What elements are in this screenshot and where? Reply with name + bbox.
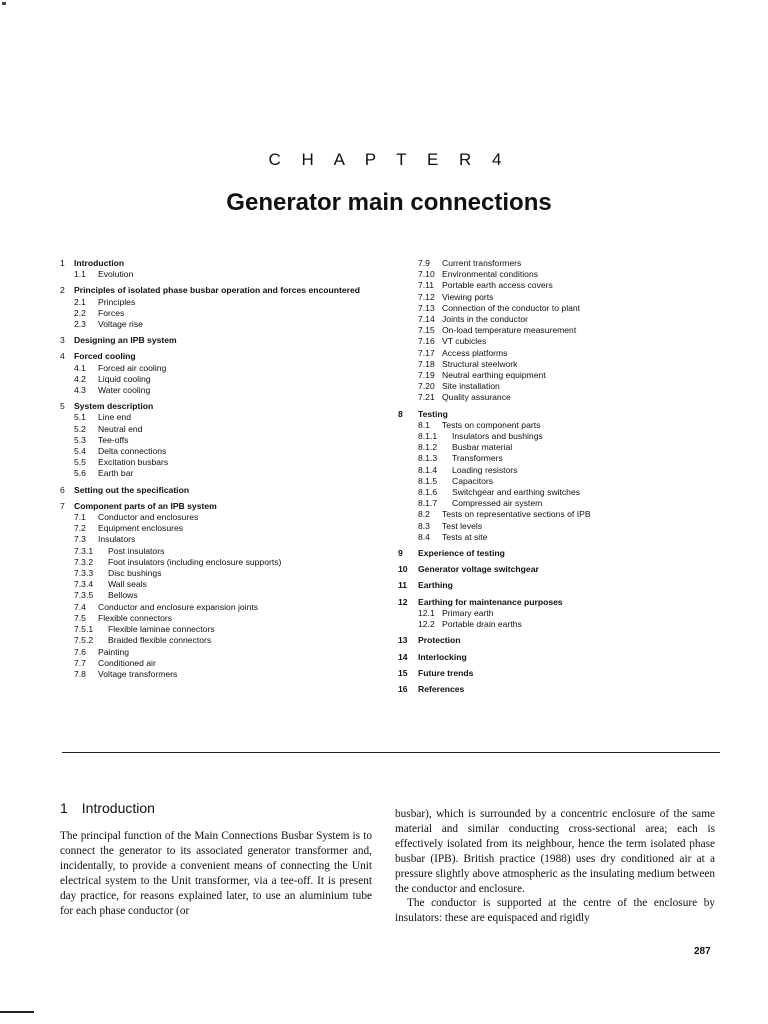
toc-subsection-title: Tests on component parts — [442, 419, 541, 430]
toc-section — [398, 580, 658, 591]
toc-subsection-number: 7.18 — [418, 358, 435, 369]
toc-subsection-number: 7.6 — [74, 646, 86, 657]
toc-subsection-number: 7.21 — [418, 392, 435, 403]
toc-section — [60, 401, 380, 412]
toc-subsection-number: 7.4 — [74, 601, 86, 612]
toc-subsection — [398, 359, 658, 370]
toc-subsection — [60, 512, 380, 523]
toc-subsection — [60, 613, 380, 624]
toc-subsection — [60, 624, 380, 635]
toc-section — [398, 564, 658, 575]
toc-subsection — [60, 568, 380, 579]
toc-subsection — [60, 669, 380, 680]
toc-subsection — [398, 348, 658, 359]
toc-subsection-title: Voltage transformers — [98, 668, 178, 679]
toc-subsection — [398, 336, 658, 347]
toc-subsection-number: 7.2 — [74, 523, 86, 534]
toc-subsection-title: Forces — [98, 307, 125, 318]
toc-subsection — [60, 363, 380, 374]
toc-subsection — [60, 297, 380, 308]
toc-subsection-title: Line end — [98, 412, 131, 423]
toc-subsection-title: Joints in the conductor — [442, 314, 528, 325]
toc-subsection-title: Conductor and enclosure expansion joints — [98, 601, 259, 612]
toc-section-title: Protection — [418, 635, 461, 646]
toc-subsection-number: 12.1 — [418, 607, 435, 618]
toc-subsection-title: Loading resistors — [452, 464, 518, 475]
toc-subsection-title: Busbar material — [452, 442, 513, 453]
toc-subsection-number: 7.3.5 — [74, 590, 94, 601]
toc-subsection-number: 7.5.1 — [74, 624, 94, 635]
toc-section-number: 11 — [398, 580, 408, 591]
toc-subsection-title: Conductor and enclosures — [98, 512, 199, 523]
toc-subsection-title: Voltage rise — [98, 319, 143, 330]
toc-subsection-title: Post insulators — [108, 545, 165, 556]
toc-subsection — [60, 534, 380, 545]
toc-subsection-number: 7.12 — [418, 291, 435, 302]
toc-section-number: 7 — [60, 500, 65, 511]
toc-subsection-title: Capacitors — [452, 475, 494, 486]
toc-subsection-title: Primary earth — [442, 607, 494, 618]
toc-subsection-title: Portable earth access covers — [442, 280, 553, 291]
toc-subsection-number: 2.2 — [74, 307, 86, 318]
toc-subsection-number: 7.3.3 — [74, 568, 94, 579]
toc-subsection-number: 4.1 — [74, 362, 86, 373]
toc-subsection — [398, 314, 658, 325]
section-heading — [60, 800, 155, 816]
toc-subsection — [60, 319, 380, 330]
toc-subsection-title: Insulators — [98, 534, 136, 545]
toc-subsection-number: 8.1 — [418, 419, 430, 430]
toc-subsection-title: Tests at site — [442, 531, 488, 542]
toc-subsection-number: 7.5.2 — [74, 635, 94, 646]
toc-subsection — [398, 280, 658, 291]
toc-subsection-number: 8.1.5 — [418, 475, 438, 486]
toc-subsection-title: Switchgear and earthing switches — [452, 487, 581, 498]
toc-subsection-number: 7.13 — [418, 302, 435, 313]
toc-subsection — [60, 435, 380, 446]
toc-section-number: 8 — [398, 408, 403, 419]
toc-subsection-title: Wall seals — [108, 579, 147, 590]
body-column-left — [60, 829, 372, 918]
toc-subsection-number: 7.10 — [418, 269, 435, 280]
toc-subsection-title: Flexible laminae connectors — [108, 624, 215, 635]
toc-subsection-title: Evolution — [98, 269, 134, 280]
toc-section-title: Experience of testing — [418, 548, 505, 559]
toc-subsection — [60, 546, 380, 557]
toc-subsection — [60, 412, 380, 423]
toc-subsection — [398, 269, 658, 280]
toc-section-number: 9 — [398, 548, 403, 559]
toc-subsection-title: Test levels — [442, 520, 483, 531]
toc-subsection — [398, 292, 658, 303]
toc-section-number: 4 — [60, 351, 65, 362]
toc-subsection-number: 5.4 — [74, 446, 86, 457]
toc-subsection-number: 1.1 — [74, 269, 86, 280]
toc-subsection-title: Site installation — [442, 381, 500, 392]
toc-section — [60, 258, 380, 269]
toc-subsection — [398, 498, 658, 509]
toc-subsection-title: Viewing ports — [442, 291, 494, 302]
toc-section-number: 2 — [60, 285, 65, 296]
toc-section-number: 12 — [398, 596, 408, 607]
toc-section — [60, 351, 380, 362]
toc-subsection — [398, 453, 658, 464]
toc-subsection-number: 7.7 — [74, 657, 86, 668]
toc-subsection — [60, 590, 380, 601]
toc-subsection-number: 7.3 — [74, 534, 86, 545]
toc-subsection — [60, 457, 380, 468]
toc-subsection-number: 7.3.1 — [74, 545, 94, 556]
toc-subsection — [60, 468, 380, 479]
body-column-right — [395, 807, 715, 926]
toc-subsection — [398, 303, 658, 314]
body-paragraph: busbar), which is surrounded by a concentric enclosure of the same material and similar conducting cross-sectional area; each is effectively isolated from its neighbour, hence the term isolated phase busbar (IPB). British practice (1988) uses dry conditioned air at a pressure slightly above atmospheric as the insulating medium between the conductor and enclosure. — [395, 808, 715, 895]
toc-subsection-number: 7.3.4 — [74, 579, 94, 590]
toc-subsection-title: Connection of the conductor to plant — [442, 302, 581, 313]
toc-subsection-number: 5.5 — [74, 457, 86, 468]
toc-subsection-number: 8.1.6 — [418, 487, 438, 498]
scan-edge-mark — [0, 1011, 34, 1013]
toc-section — [60, 485, 380, 496]
toc-subsection-number: 7.1 — [74, 512, 86, 523]
chapter-label: C H A P T E R 4 — [268, 150, 510, 169]
toc-subsection-title: Painting — [98, 646, 130, 657]
section-divider — [62, 752, 720, 753]
toc-subsection — [60, 308, 380, 319]
toc-section-number: 15 — [398, 667, 408, 678]
toc-subsection — [398, 487, 658, 498]
toc-subsection-title: Tee-offs — [98, 434, 129, 445]
toc-subsection-title: Earth bar — [98, 468, 134, 479]
toc-subsection-number: 7.14 — [418, 314, 435, 325]
toc-subsection — [398, 431, 658, 442]
toc-subsection — [398, 608, 658, 619]
toc-subsection-title: Delta connections — [98, 446, 167, 457]
toc-subsection-title: Foot insulators (including enclosure supports) — [108, 556, 282, 567]
toc-section-number: 1 — [60, 258, 65, 268]
toc-subsection — [398, 476, 658, 487]
toc-subsection — [60, 269, 380, 280]
toc-section-number: 3 — [60, 335, 65, 346]
toc-subsection-number: 5.6 — [74, 468, 86, 479]
toc-section — [398, 597, 658, 608]
toc-subsection-title: Water cooling — [98, 385, 151, 396]
toc-subsection-number: 7.16 — [418, 336, 435, 347]
toc-subsection-number: 8.1.2 — [418, 442, 438, 453]
toc-subsection-title: Access platforms — [442, 347, 508, 358]
toc-subsection-number: 4.3 — [74, 385, 86, 396]
toc-subsection-title: Principles — [98, 296, 136, 307]
toc-section-number: 13 — [398, 635, 408, 646]
toc-section-title: Earthing — [418, 580, 453, 591]
toc-subsection — [398, 521, 658, 532]
toc-section-number: 5 — [60, 401, 65, 412]
toc-section-title: Future trends — [418, 667, 474, 678]
toc-subsection — [60, 557, 380, 568]
toc-section — [60, 335, 380, 346]
toc-subsection-number: 8.2 — [418, 509, 430, 520]
contents-list-right — [398, 258, 658, 695]
toc-section-title: System description — [74, 401, 154, 412]
scan-corner-mark — [2, 2, 6, 5]
toc-subsection-number: 7.19 — [418, 370, 435, 381]
toc-section — [398, 409, 658, 420]
section-title: Introduction — [81, 800, 155, 816]
toc-subsection-number: 5.2 — [74, 423, 86, 434]
toc-subsection-title: Flexible connectors — [98, 612, 173, 623]
toc-section-title: Forced cooling — [74, 351, 136, 362]
toc-section-number: 16 — [398, 683, 408, 694]
toc-section — [398, 548, 658, 559]
toc-subsection — [60, 602, 380, 613]
toc-subsection — [60, 374, 380, 385]
toc-subsection-number: 5.1 — [74, 412, 86, 423]
toc-subsection-title: Excitation busbars — [98, 457, 169, 468]
toc-subsection-number: 8.1.4 — [418, 464, 438, 475]
toc-subsection — [398, 392, 658, 403]
toc-subsection-number: 5.3 — [74, 434, 86, 445]
toc-subsection — [398, 442, 658, 453]
toc-section-title: Principles of isolated phase busbar operation and forces encountered — [74, 285, 361, 296]
toc-section-number: 10 — [398, 564, 408, 575]
toc-subsection-title: Structural steelwork — [442, 358, 518, 369]
toc-subsection — [398, 370, 658, 381]
toc-subsection-title: Compressed air system — [452, 498, 543, 509]
toc-subsection-number: 7.20 — [418, 381, 435, 392]
toc-subsection — [398, 509, 658, 520]
toc-section-number: 14 — [398, 651, 408, 662]
section-number: 1 — [60, 800, 68, 816]
toc-subsection — [60, 523, 380, 534]
toc-subsection-title: Disc bushings — [108, 568, 162, 579]
toc-subsection-number: 8.1.7 — [418, 498, 438, 509]
toc-subsection-number: 7.11 — [418, 280, 435, 291]
toc-subsection-number: 7.17 — [418, 347, 435, 358]
toc-subsection — [60, 385, 380, 396]
toc-subsection-title: Neutral end — [98, 423, 143, 434]
toc-subsection — [60, 647, 380, 658]
chapter-title: Generator main connections — [226, 189, 552, 216]
toc-subsection — [398, 532, 658, 543]
toc-subsection-number: 8.4 — [418, 531, 430, 542]
toc-subsection-number: 4.2 — [74, 373, 86, 384]
toc-subsection-title: Current transformers — [442, 258, 522, 268]
toc-subsection-title: VT cubicles — [442, 336, 487, 347]
toc-subsection — [60, 635, 380, 646]
toc-section — [398, 668, 658, 679]
toc-section-title: Testing — [418, 408, 448, 419]
toc-subsection-title: Forced air cooling — [98, 362, 167, 373]
toc-subsection-number: 12.2 — [418, 619, 435, 630]
toc-subsection-title: On-load temperature measurement — [442, 325, 577, 336]
toc-subsection — [60, 424, 380, 435]
toc-subsection — [60, 579, 380, 590]
toc-subsection-number: 8.1.1 — [418, 431, 438, 442]
toc-subsection-title: Portable drain earths — [442, 619, 522, 630]
page-number: 287 — [694, 946, 711, 957]
toc-section — [398, 635, 658, 646]
toc-section — [398, 684, 658, 695]
toc-section-title: Interlocking — [418, 651, 467, 662]
toc-subsection-title: Quality assurance — [442, 392, 511, 403]
toc-subsection-title: Transformers — [452, 453, 503, 464]
toc-section — [60, 501, 380, 512]
toc-subsection-title: Insulators and bushings — [452, 431, 543, 442]
body-paragraph: The conductor is supported at the centre of the enclosure by insulators: these are equispaced and rigidly — [395, 897, 715, 925]
toc-subsection — [60, 446, 380, 457]
toc-subsection — [398, 619, 658, 630]
toc-section-title: Setting out the specification — [74, 484, 190, 495]
toc-subsection-number: 7.15 — [418, 325, 435, 336]
toc-subsection-number: 2.1 — [74, 296, 86, 307]
toc-subsection — [60, 658, 380, 669]
toc-subsection-number: 7.3.2 — [74, 556, 94, 567]
toc-subsection — [398, 258, 658, 269]
toc-subsection-title: Conditioned air — [98, 657, 156, 668]
toc-subsection-title: Neutral earthing equipment — [442, 370, 546, 381]
body-paragraph: The principal function of the Main Connections Busbar System is to connect the generator to its associated generator transformer and, incidentally, to provide a convenient means of connecting the Unit electrical system to the Unit transformer, via a tee-off. It is present day practice, for reasons explained later, to use an aluminium tube for each phase conductor (or — [60, 830, 372, 917]
toc-subsection — [398, 381, 658, 392]
toc-subsection-number: 7.5 — [74, 612, 86, 623]
toc-subsection — [398, 325, 658, 336]
toc-section-title: Designing an IPB system — [74, 335, 177, 346]
toc-subsection-title: Environmental conditions — [442, 269, 539, 280]
toc-subsection-title: Braided flexible connectors — [108, 635, 212, 646]
toc-subsection-number: 2.3 — [74, 319, 86, 330]
toc-subsection-title: Liquid cooling — [98, 373, 151, 384]
toc-subsection — [398, 420, 658, 431]
toc-subsection-title: Bellows — [108, 590, 138, 601]
toc-section-title: Generator voltage switchgear — [418, 564, 539, 575]
toc-section-title: Component parts of an IPB system — [74, 500, 217, 511]
toc-subsection-title: Equipment enclosures — [98, 523, 184, 534]
toc-subsection-number: 7.8 — [74, 668, 86, 679]
toc-subsection — [398, 465, 658, 476]
toc-section — [60, 285, 380, 296]
toc-section-title: Earthing for maintenance purposes — [418, 596, 563, 607]
toc-section-number: 6 — [60, 484, 65, 495]
toc-subsection-number: 8.3 — [418, 520, 430, 531]
contents-list-left — [60, 258, 380, 680]
toc-subsection-number: 8.1.3 — [418, 453, 438, 464]
toc-subsection-title: Tests on representative sections of IPB — [442, 509, 591, 520]
toc-section — [398, 652, 658, 663]
toc-section-title: References — [418, 683, 465, 694]
toc-section-title: Introduction — [74, 258, 125, 268]
toc-subsection-number: 7.9 — [418, 258, 430, 268]
